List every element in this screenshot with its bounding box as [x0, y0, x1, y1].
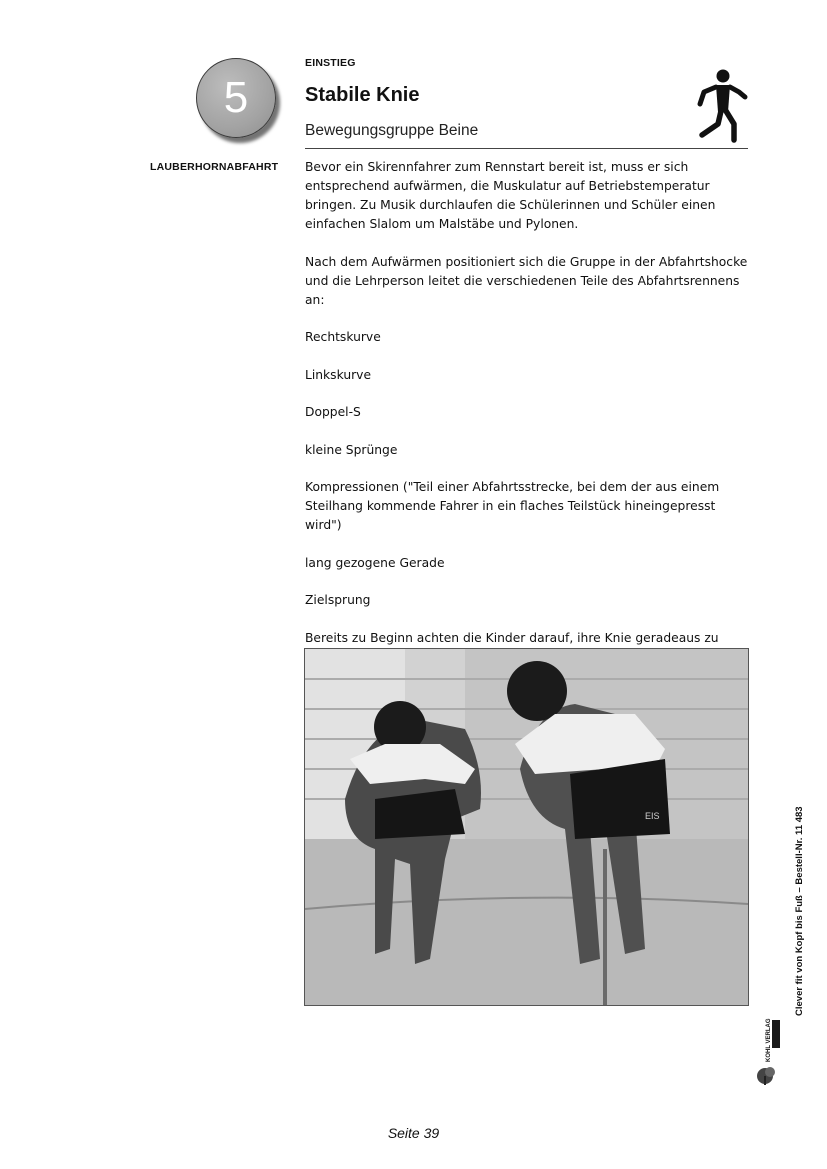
running-figure-icon — [694, 66, 750, 144]
race-part-item: Zielsprung — [305, 593, 371, 607]
race-part-item: Rechtskurve — [305, 330, 381, 344]
page-subtitle: Bewegungsgruppe Beine — [305, 122, 479, 139]
page-title: Stabile Knie — [305, 84, 420, 106]
race-part-item: kleine Sprünge — [305, 442, 398, 457]
kohl-verlag-logo — [756, 1018, 782, 1086]
race-part-item: Kompressionen ("Teil einer Abfahrtsstrecke, bei dem der aus einem Steilhang kommende Fahrer in ein flaches Teilstück hineingepresst wird") — [305, 480, 720, 532]
header-divider — [305, 148, 748, 149]
publisher-name: KOHL VERLAG — [766, 1018, 772, 1062]
side-label: LAUBERHORNABFAHRT — [150, 161, 279, 173]
photo-illustration — [305, 649, 748, 1005]
closing-paragraph: Bereits zu Beginn achten die Kinder darauf, ihre Knie geradeaus zu — [305, 630, 719, 645]
sidebar-vertical-text: Clever fit von Kopf bis Fuß – Bestell-Nr. 11 483 — [794, 806, 805, 1016]
race-part-item: Doppel-S — [305, 405, 361, 419]
exercise-photo — [304, 648, 749, 1006]
body-text — [305, 158, 751, 685]
intro-paragraph: Bevor ein Skirennfahrer zum Rennstart bereit ist, muss er sich entsprechend aufwärmen, die Muskulatur auf Betriebstemperatur bringen. Zu Musik durchlaufen die Schülerinnen und Schüler einen einfachen Slalom um Malstäbe und Pylonen. — [305, 160, 716, 231]
shirt-text: EIS — [645, 811, 660, 821]
instructions-paragraph: Nach dem Aufwärmen positioniert sich die Gruppe in der Abfahrtshocke und die Lehrperson leitet die verschiedenen Teile des Abfahrtsrennens an: — [305, 254, 748, 307]
section-number: 5 — [223, 73, 249, 122]
race-part-item: Linkskurve — [305, 367, 372, 382]
section-kicker: EINSTIEG — [305, 57, 356, 69]
race-part-item: lang gezogene Gerade — [305, 555, 445, 570]
section-number-badge — [196, 58, 276, 138]
page-number: Seite 39 — [387, 1125, 440, 1141]
